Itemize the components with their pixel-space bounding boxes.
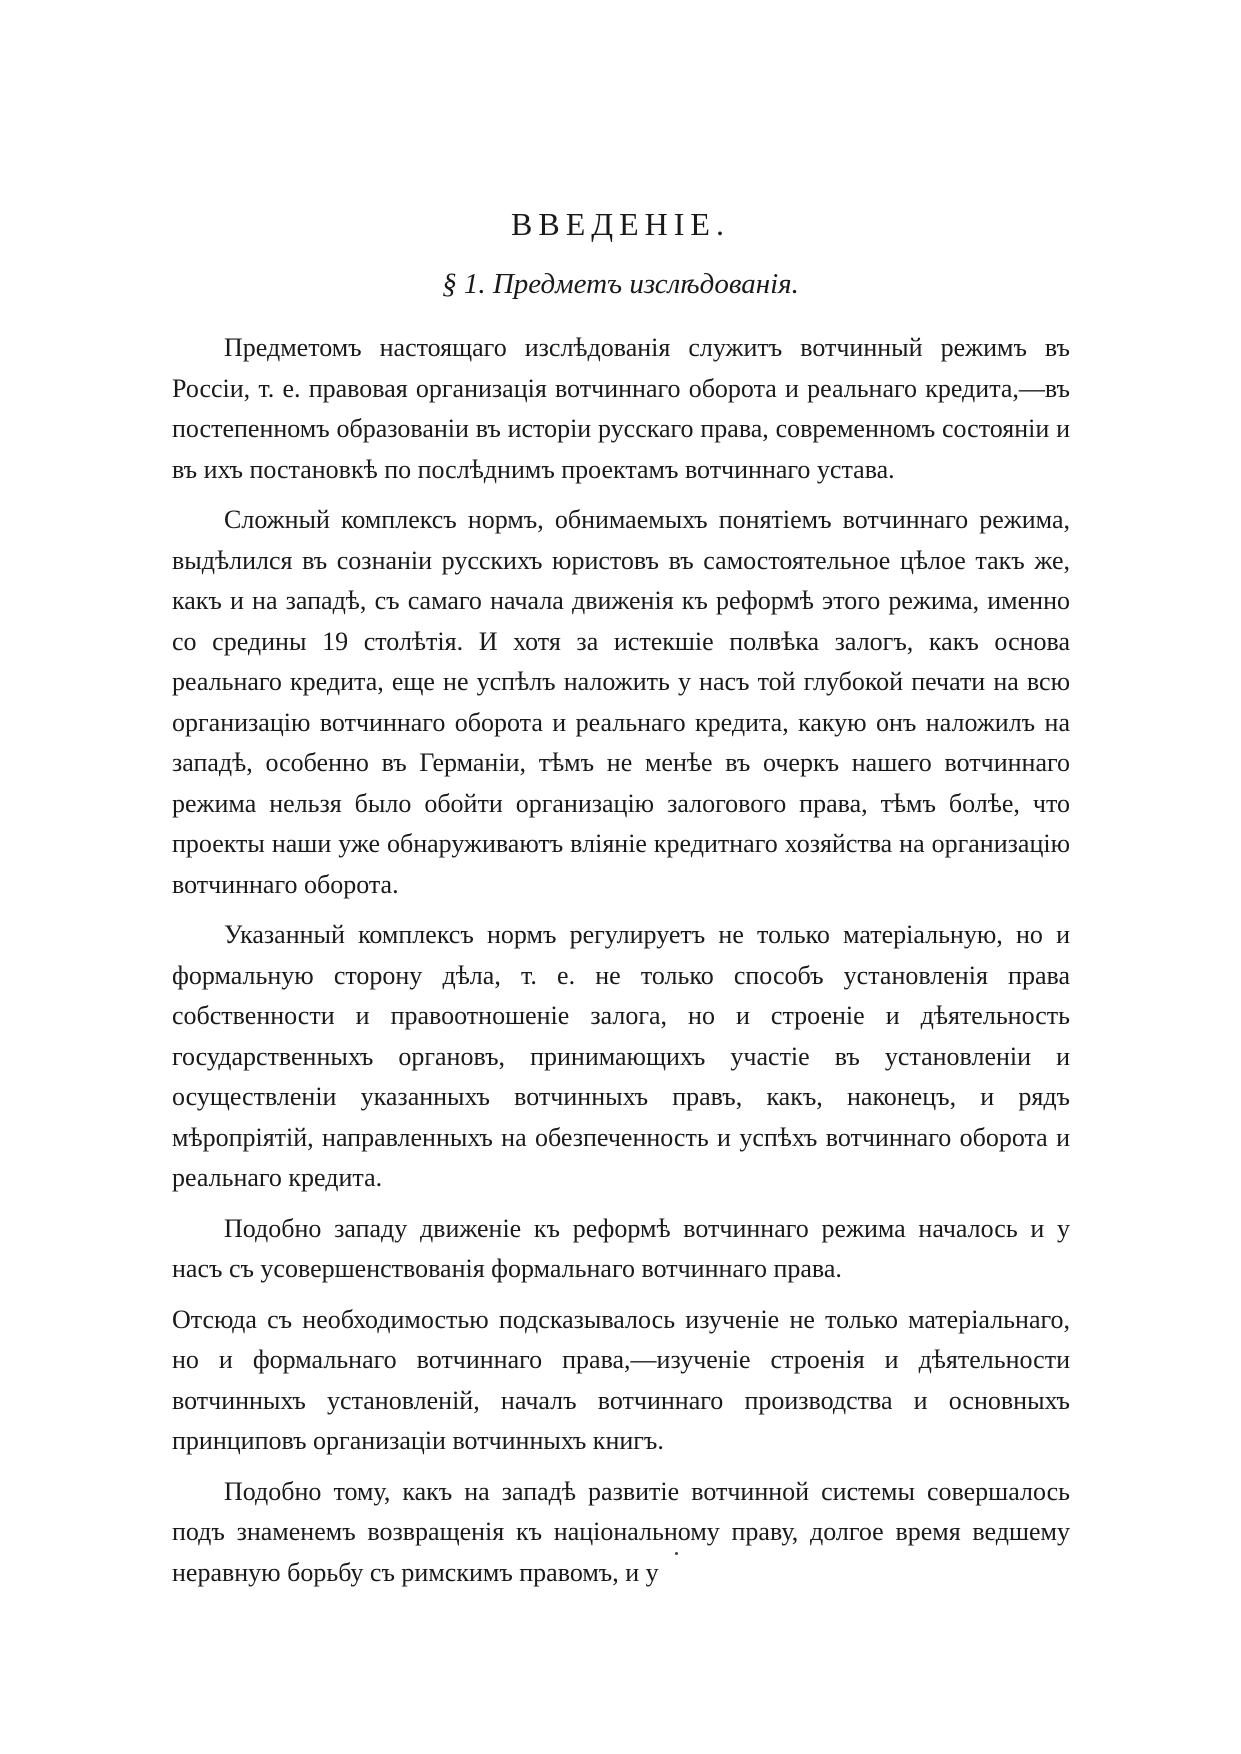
paragraph-1: Предметомъ настоящаго изслѣдованія служитъ вотчинный режимъ въ Россіи, т. е. правовая организація вотчиннаго оборота и реальнаго кредита,—въ постепенномъ образованіи въ исторіи русскаго права, современномъ состояніи и въ ихъ постановкѣ по послѣднимъ проектамъ вотчиннаго устава. [172, 333, 1070, 484]
body-text [172, 328, 1070, 1603]
paragraph-2: Сложный комплексъ нормъ, обнимаемыхъ понятіемъ вотчиннаго режима, выдѣлился въ сознаніи русскихъ юристовъ въ самостоятельное цѣлое такъ же, какъ и на западѣ, съ самаго начала движенія къ реформѣ этого режима, именно со средины 19 столѣтія. И хотя за истекшіе полвѣка залогъ, какъ основа реальнаго кредита, еще не успѣлъ наложить у насъ той глубокой печати на всю организацію вотчиннаго оборота и реальнаго кредита, какую онъ наложилъ на западѣ, особенно въ Германіи, тѣмъ не менѣе въ очеркъ нашего вотчиннаго режима нельзя было обойти организацію залогового права, тѣмъ болѣе, что проекты наши уже обнаруживаютъ вліяніе кредитнаго хозяйства на организацію вотчиннаго оборота. [172, 505, 1070, 899]
scan-speck [675, 1552, 678, 1555]
chapter-title: ВВЕДЕНІЕ. [511, 206, 730, 242]
paragraph-6: Подобно тому, какъ на западѣ развитіе вотчинной системы совершалось подъ знаменемъ возвращенія къ національному праву, долгое время ведшему неравную борьбу съ римскимъ правомъ, и у [172, 1476, 1070, 1587]
paragraph-3: Указанный комплексъ нормъ регулируетъ не только матеріальную, но и формальную сторону дѣла, т. е. не только способъ установленія права собственности и правоотношеніе залога, но и строеніе и дѣятельность государственныхъ органовъ, принимающихъ участіе въ установленіи и осуществленіи указанныхъ вотчинныхъ правъ, какъ, наконецъ, и рядъ мѣропріятій, направленныхъ на обезпеченность и успѣхъ вотчиннаго оборота и реальнаго кредита. [172, 920, 1070, 1192]
section-title: § 1. Предметъ изслѣдованія. [442, 268, 799, 300]
paragraph-5: Отсюда съ необходимостью подсказывалось изученіе не только матеріальнаго, но и формальнаго вотчиннаго права,—изученіе строенія и дѣятельности вотчинныхъ установленій, началъ вотчиннаго производства и основныхъ принциповъ организаціи вотчинныхъ книгъ. [172, 1304, 1070, 1455]
paragraph-4: Подобно западу движеніе къ реформѣ вотчиннаго режима началось и у насъ съ усовершенствованія формальнаго вотчиннаго права. [172, 1213, 1070, 1283]
